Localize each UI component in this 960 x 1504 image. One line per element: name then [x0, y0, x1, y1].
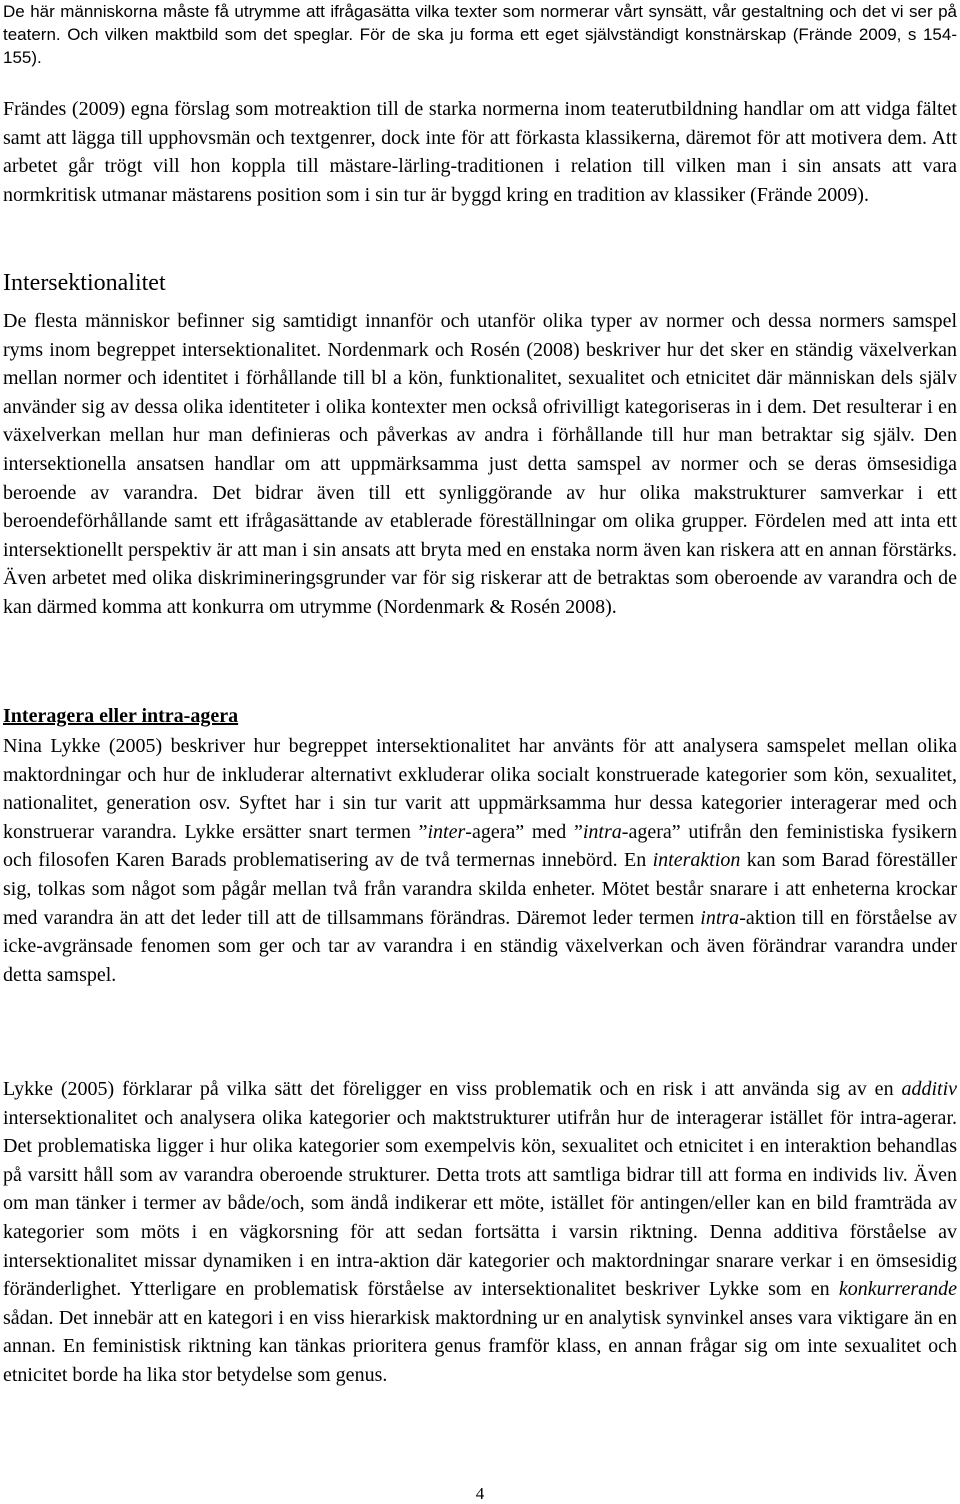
block-quote-text: De här människorna måste få utrymme att ifrågasätta vilka texter som normerar vårt synsätt, vår gestaltning och det vi ser på teatern. Och vilken maktbild som det speglar. För de ska ju forma ett eget självständigt konstnärskap (Frände 2009, s 154-155).	[3, 2, 957, 67]
section-heading-intersektionalitet: Intersektionalitet	[3, 270, 166, 296]
page-number: 4	[475, 1484, 485, 1503]
section-heading-interagera: Interagera eller intra-agera	[3, 705, 239, 727]
italic-intra-aktion: intra	[700, 906, 740, 929]
italic-inter: inter	[427, 820, 466, 843]
italic-intra: intra	[582, 820, 622, 843]
italic-konkurrerande: konkurrerande	[838, 1278, 957, 1301]
lykke2-part3: sådan. Det innebär att en kategori i en viss hierarkisk maktordning ur en analytisk synvinkel anses vara viktigare än en annan. En feministisk riktning kan tänkas prioritera genus framför klass, en annan frågar sig om inte sexualitet och etnicitet borde ha lika stor betydelse som genus.	[3, 1306, 957, 1386]
lykke1-part4: kan som Barad föreställer sig, tolkas som något som pågår mellan två från varandra skilda enheter. Mötet består snarare i att enheterna krockar med varandra än att det leder till att de tillsammans förändras. Däremot leder termen	[3, 849, 957, 929]
paragraph-intersektionalitet-text: De flesta människor befinner sig samtidigt innanför och utanför olika typer av normer och dessa normers samspel ryms inom begreppet intersektionalitet. Nordenmark och Rosén (2008) beskriver hur det sker en ständig växelverkan mellan normer och identitet i förhållande till bl a kön, funktionalitet, sexualitet och etnicitet där människan dels själv använder sig av dessa olika identiteter i olika kontexter men också ofrivilligt kategoriseras in i dem. Det resulterar i en växelverkan mellan hur man definieras och påverkas av andra i förhållande till hur man betraktar sig själv. Den intersektionella ansatsen handlar om att uppmärksamma just detta samspel av normer och se deras ömsesidiga beroende av varandra. Det bidrar även till ett synliggörande av hur olika makstrukturer samverkar i ett beroendeförhållande samt ett ifrågasättande av etablerade föreställningar om olika grupper. Fördelen med att inta ett intersektionellt perspektiv är att man i sin ansats att bryta med en enstaka norm även kan riskera att en annan förstärks. Även arbetet med olika diskrimineringsgrunder var för sig riskerar att de betraktas som oberoende av varandra och de kan därmed komma att konkurra om utrymme (Nordenmark & Rosén 2008).	[3, 310, 957, 618]
lykke1-part2: -agera” med ”	[465, 820, 583, 843]
italic-interaktion: interaktion	[652, 849, 741, 872]
paragraph-frande-text: Frändes (2009) egna förslag som motreaktion till de starka normerna inom teaterutbildning handlar om att vidga fältet samt att lägga till upphovsmän och textgenrer, dock inte för att förkasta klassikerna, däremot för att motivera dem. Att arbetet går trögt vill hon koppla till mästare-lärling-traditionen i relation till vilken man i sin ansats att vara normkritisk utmanar mästarens position som i sin tur är byggd kring en tradition av klassiker (Frände 2009).	[3, 98, 957, 206]
paragraph-frande	[3, 95, 957, 209]
italic-additiv: additiv	[901, 1078, 957, 1100]
lykke2-part2: intersektionalitet och analysera olika kategorier och maktstrukturer utifrån hur de interagerar istället för intra-agerar. Det problematiska ligger i hur olika kategorier som exempelvis kön, sexualitet och etnicitet i en interaktion behandlas på varsitt håll som av varandra oberoende strukturer. Detta trots att samtliga bidrar till att forma en individs liv. Även om man tänker i termer av både/och, som ändå indikerar ett möte, istället för antingen/eller kan en bild framträda av kategorier som möts i en vägkorsning för att sedan fortsätta i varsin riktning. Denna additiva förståelse av intersektionalitet missar dynamiken i en intra-aktion där kategorier och maktordningar snarare verkar i en ömsesidig föränderlighet. Ytterligare en problematisk förståelse av intersektionalitet beskriver Lykke som en	[3, 1106, 957, 1301]
paragraph-lykke-2	[3, 1075, 957, 1390]
lykke1-part1: Nina Lykke (2005) beskriver hur begreppet intersektionalitet har använts för att analysera samspelet mellan olika maktordningar och hur de inkluderar alternativt exkluderar olika socialt konstruerade kategorier som kön, sexualitet, nationalitet, generation osv. Syftet har i sin tur varit att uppmärksamma hur dessa kategorier interagerar med och konstruerar varandra. Lykke ersätter snart termen ”	[3, 735, 957, 843]
lykke1-part3: -agera” utifrån den feministiska fysikern och filosofen Karen Barads problematisering av de två termernas innebörd. En	[3, 820, 957, 872]
paragraph-intersektionalitet	[3, 307, 957, 622]
block-quote	[3, 0, 957, 69]
lykke2-part1: Lykke (2005) förklarar på vilka sätt det föreligger en viss problematik och en risk i att använda sig av en	[3, 1078, 902, 1100]
paragraph-lykke-1	[3, 732, 957, 989]
lykke1-part5: -aktion till en förståelse av icke-avgränsade fenomen som ger och tar av varandra i en ständig växelverkan och även förändrar varandra under detta samspel.	[3, 906, 957, 986]
